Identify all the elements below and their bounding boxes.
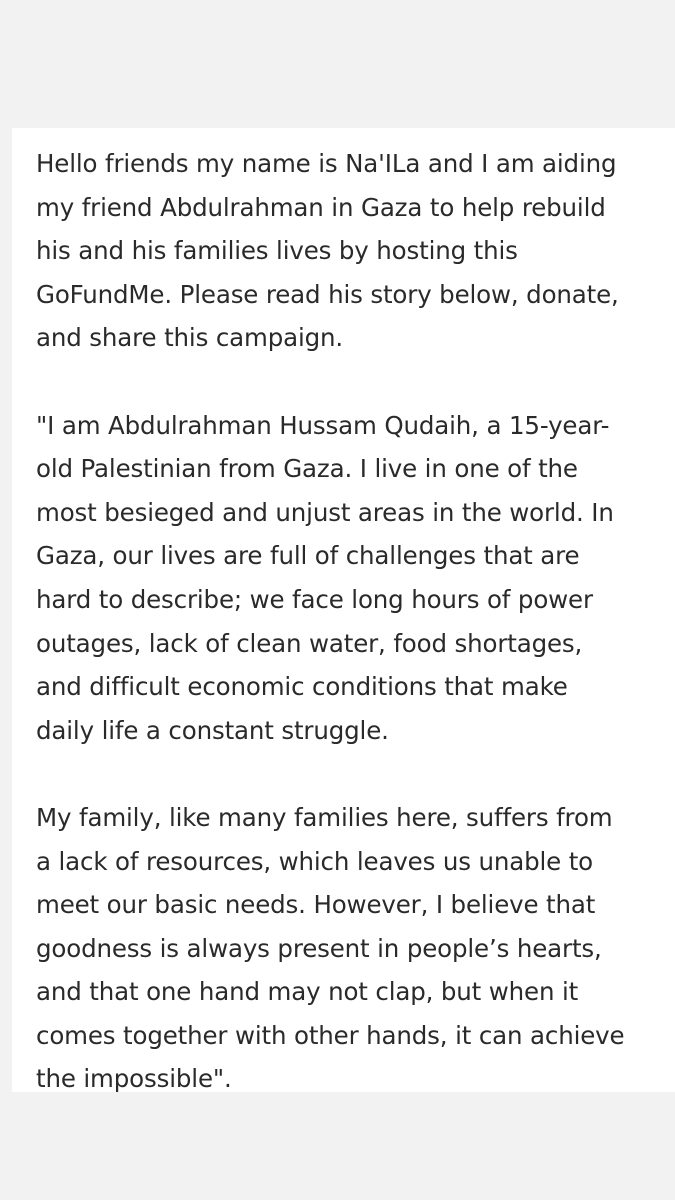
text-line: Hello friends my name is Na'ILa and I am aiding: [36, 149, 617, 178]
text-line: his and his families lives by hosting this: [36, 236, 518, 266]
text-line: and that one hand may not clap, but when it: [36, 977, 579, 1007]
quote-paragraph: [36, 404, 666, 753]
text-line: "I am Abdulrahman Hussam Qudaih, a 15-year-: [36, 410, 610, 440]
text-line: comes together with other hands, it can achieve: [36, 1020, 625, 1050]
text-line: GoFundMe. Please read his story below, donate,: [36, 279, 619, 309]
text-line: meet our basic needs. However, I believe that: [36, 890, 596, 920]
text-line: and difficult economic conditions that make: [36, 672, 568, 702]
text-line: outages, lack of clean water, food shortages,: [36, 628, 583, 658]
text-line: hard to describe; we face long hours of power: [36, 584, 593, 614]
text-line: goodness is always present in people’s hearts,: [36, 933, 602, 963]
text-line: daily life a constant struggle.: [36, 715, 389, 745]
text-line: a lack of resources, which leaves us unable to: [36, 846, 594, 876]
text-line: old Palestinian from Gaza. I live in one of the: [36, 454, 578, 484]
intro-paragraph: [36, 142, 666, 360]
paragraph-gap: [36, 752, 666, 796]
story-card: [12, 128, 675, 1092]
text-line: My family, like many families here, suffers from: [36, 802, 613, 832]
text-line: and share this campaign.: [36, 323, 344, 353]
text-line: my friend Abdulrahman in Gaza to help rebuild: [36, 192, 606, 222]
text-line: most besieged and unjust areas in the world. In: [36, 497, 614, 527]
family-paragraph: [36, 796, 666, 1101]
text-line: the impossible".: [36, 1064, 232, 1094]
text-line: Gaza, our lives are full of challenges that are: [36, 541, 580, 571]
story-text: [36, 142, 666, 1101]
paragraph-gap: [36, 360, 666, 404]
